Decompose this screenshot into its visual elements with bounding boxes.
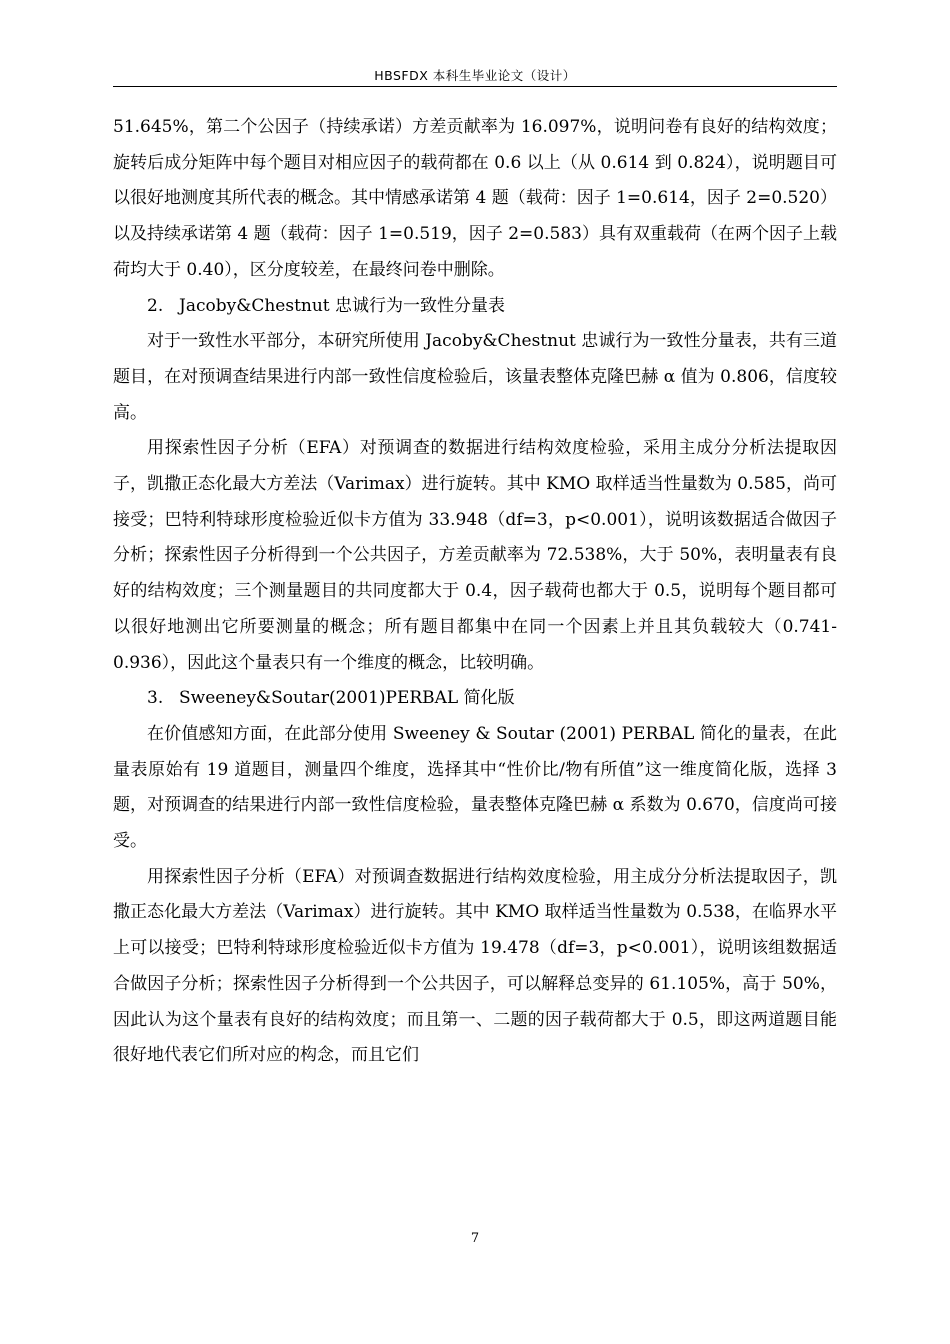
document-body [113,110,837,1074]
section-number: 2. [147,295,164,316]
paragraph-consistency-efa: 用探索性因子分析（EFA）对预调查的数据进行结构效度检验，采用主成分分析法提取因子，凯撒正态化最大方差法（Varimax）进行旋转。其中 KMO 取样适当性量数为 0.585，尚可接受；巴特利特球形度检验近似卡方值为 33.948（df=3，p<0.001），说明该数据适合做因子分析；探索性因子分析得到一个公共因子，方差贡献率为 72.538%，大于 50%，表明量表有良好的结构效度；三个测量题目的共同度都大于 0.4，因子载荷也都大于 0.5，说明每个题目都可以很好地测出它所要测量的概念；所有题目都集中在同一个因素上并且其负载较大（0.741-0.936），因此这个量表只有一个维度的概念，比较明确。 [113,438,837,673]
section-title: Jacoby&Chestnut 忠诚行为一致性分量表 [179,295,506,316]
header-divider [113,86,837,87]
paragraph-value-perception-efa: 用探索性因子分析（EFA）对预调查数据进行结构效度检验，用主成分分析法提取因子，凯撒正态化最大方差法（Varimax）进行旋转。其中 KMO 取样适当性量数为 0.538，在临界水平上可以接受；巴特利特球形度检验近似卡方值为 19.478（df=3，p<0.001），说明该组数据适合做因子分析；探索性因子分析得到一个公共因子，可以解释总变异的 61.105%，高于 50%，因此认为这个量表有良好的结构效度；而且第一、二题的因子载荷都大于 0.5，即这两道题目能很好地代表它们所对应的构念，而且它们 [113,866,837,1066]
section-title: Sweeney&Soutar(2001)PERBAL 简化版 [179,688,515,709]
page-header-title: HBSFDX 本科生毕业论文（设计） [374,68,576,83]
section-heading-jacoby-chestnut [113,289,837,325]
paragraph-value-perception-reliability: 在价值感知方面，在此部分使用 Sweeney & Soutar (2001) PERBAL 简化的量表，在此量表原始有 19 道题目，测量四个维度，选择其中“性价比/物有所值”这一维度简化版，选择 3 题，对预调查的结果进行内部一致性信度检验，量表整体克隆巴赫 α 系数为 0.670，信度尚可接受。 [113,723,837,852]
paragraph-consistency-reliability: 对于一致性水平部分，本研究所使用 Jacoby&Chestnut 忠诚行为一致性分量表，共有三道题目，在对预调查结果进行内部一致性信度检验后，该量表整体克隆巴赫 α 值为 0.806，信度较高。 [113,331,837,423]
section-heading-perbal [113,681,837,717]
section-number: 3. [147,688,164,709]
page-number: 7 [470,1231,480,1246]
paragraph-factor-loadings: 51.645%，第二个公因子（持续承诺）方差贡献率为 16.097%，说明问卷有良好的结构效度；旋转后成分矩阵中每个题目对相应因子的载荷都在 0.6 以上（从 0.614 到 0.824），说明题目可以很好地测度其所代表的概念。其中情感承诺第 4 题（载荷：因子 1=0.614，因子 2=0.520）以及持续承诺第 4 题（载荷：因子 1=0.519，因子 2=0.583）具有双重载荷（在两个因子上载荷均大于 0.40），区分度较差，在最终问卷中删除。 [113,117,837,280]
